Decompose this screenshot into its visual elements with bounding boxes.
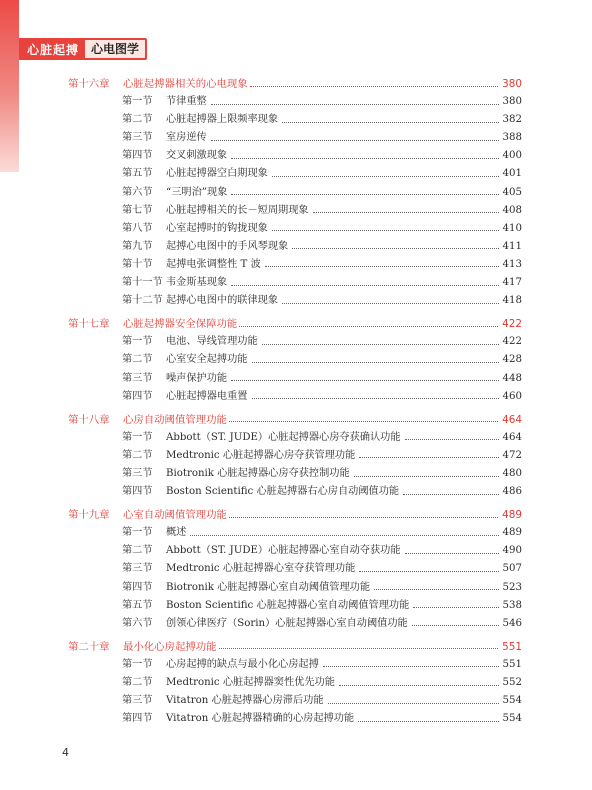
dot-leader [412, 625, 499, 626]
entry-page: 417 [502, 277, 522, 289]
dot-leader [405, 439, 499, 440]
toc-section-row[interactable] [68, 220, 522, 238]
entry-label: 第二十章 [68, 640, 110, 653]
entry-page: 489 [502, 509, 522, 522]
entry-title: “三明治”现象 [166, 186, 228, 198]
entry-page: 552 [502, 677, 522, 688]
toc-section-row[interactable] [68, 674, 522, 692]
dot-leader [265, 266, 499, 267]
toc-chapter-row[interactable] [68, 315, 522, 333]
toc-section-row[interactable] [68, 129, 522, 147]
entry-title: 起搏心电图中的联律现象 [166, 295, 279, 307]
dot-leader [229, 517, 498, 518]
toc-section-row[interactable] [68, 93, 522, 111]
dot-leader [405, 553, 499, 554]
book-brand: 心脏起搏 [27, 42, 80, 57]
entry-page: 380 [502, 96, 522, 108]
entry-page: 448 [502, 372, 522, 384]
entry-title: 心脏起搏相关的长－短周期现象 [166, 204, 309, 216]
decorative-side-band [0, 0, 19, 172]
entry-title: Boston Scientific 心脏起搏器心室自动阈值管理功能 [166, 599, 410, 611]
entry-title: 交叉刺激现象 [166, 150, 228, 162]
entry-page: 490 [502, 545, 522, 557]
toc-section-row[interactable] [68, 274, 522, 292]
entry-label: 第十一节 [122, 277, 163, 289]
entry-label: 第六节 [122, 186, 153, 198]
toc-section-row[interactable] [68, 579, 522, 597]
toc-section-row[interactable] [68, 560, 522, 578]
toc-section-row[interactable] [68, 111, 522, 129]
dot-leader [403, 494, 498, 495]
toc-section-row[interactable] [68, 710, 522, 728]
dot-leader [239, 326, 498, 327]
entry-label: 第三节 [122, 132, 153, 144]
entry-title: Boston Scientific 心脏起搏器右心房自动阈值功能 [166, 486, 400, 498]
entry-title: Biotronik 心脏起搏器心房夺获控制功能 [166, 467, 350, 479]
dot-leader [359, 571, 498, 572]
entry-page: 480 [502, 467, 522, 479]
dot-leader [231, 158, 498, 159]
toc-section-row[interactable] [68, 370, 522, 388]
entry-title: 心室安全起搏功能 [166, 354, 248, 366]
toc-chapter-row[interactable] [68, 506, 522, 524]
entry-label: 第三节 [122, 372, 153, 384]
entry-label: 第一节 [122, 431, 153, 443]
entry-label: 第十七章 [68, 318, 110, 331]
dot-leader [292, 248, 498, 249]
entry-page: 486 [502, 486, 522, 498]
dot-leader [250, 86, 498, 87]
dot-leader [374, 589, 499, 590]
toc-section-row[interactable] [68, 292, 522, 310]
toc-section-row[interactable] [68, 351, 522, 369]
entry-label: 第九节 [122, 240, 153, 252]
entry-title: 电池、导线管理功能 [166, 336, 258, 348]
entry-page: 400 [502, 150, 522, 162]
entry-title: 心房自动阈值管理功能 [123, 413, 227, 426]
toc-section-row[interactable] [68, 147, 522, 165]
entry-title: Medtronic 心脏起搏器心房夺获管理功能 [166, 449, 356, 461]
toc-section-row[interactable] [68, 483, 522, 501]
toc-section-row[interactable] [68, 165, 522, 183]
entry-page: 428 [502, 354, 522, 366]
entry-page: 538 [502, 599, 522, 611]
entry-title: 心室起搏时的钩拢现象 [166, 222, 268, 234]
dot-leader [231, 380, 498, 381]
entry-label: 第六节 [122, 617, 153, 629]
dot-leader [219, 648, 499, 649]
entry-label: 第一节 [122, 96, 153, 108]
toc-section-row[interactable] [68, 615, 522, 633]
entry-page: 523 [502, 581, 522, 593]
entry-title: Medtronic 心脏起搏器窦性优先功能 [166, 677, 335, 688]
running-header [19, 38, 147, 60]
toc-section-row[interactable] [68, 656, 522, 674]
entry-page: 380 [502, 78, 522, 90]
entry-title: Vitatron 心脏起搏器心房滞后功能 [166, 695, 324, 707]
entry-label: 第三节 [122, 695, 153, 707]
toc-section-row[interactable] [68, 524, 522, 542]
entry-label: 第二节 [122, 449, 153, 461]
entry-label: 第二节 [122, 354, 153, 366]
entry-title: 节律重整 [166, 96, 207, 108]
toc-section-row[interactable] [68, 184, 522, 202]
dot-leader [282, 122, 498, 123]
entry-page: 413 [502, 258, 522, 270]
entry-page: 546 [502, 617, 522, 629]
toc-chapter-row[interactable] [68, 411, 522, 429]
entry-label: 第一节 [122, 658, 153, 670]
entry-label: 第一节 [122, 336, 153, 348]
toc-section-row[interactable] [68, 429, 522, 447]
entry-page: 410 [502, 222, 522, 234]
entry-label: 第三节 [122, 563, 153, 575]
entry-title: 室房逆传 [166, 132, 207, 144]
entry-label: 第八节 [122, 222, 153, 234]
dot-leader [252, 362, 499, 363]
toc-section-row[interactable] [68, 692, 522, 710]
entry-title: 创领心律医疗（Sorin）心脏起搏器心室自动阈值功能 [166, 617, 408, 629]
entry-page: 405 [502, 186, 522, 198]
entry-title: 心脏起搏器空白期现象 [166, 168, 268, 180]
entry-label: 第二节 [122, 114, 153, 126]
dot-leader [262, 344, 499, 345]
entry-page: 422 [502, 318, 522, 331]
toc-chapter-row[interactable] [68, 638, 522, 656]
toc-section-row[interactable] [68, 202, 522, 220]
dot-leader [211, 140, 499, 141]
entry-title: 心脏起搏器电重置 [166, 390, 248, 402]
entry-label: 第二节 [122, 677, 153, 688]
dot-leader [282, 303, 498, 304]
table-of-contents [68, 75, 522, 728]
entry-title: 心脏起搏器安全保障功能 [123, 318, 238, 331]
entry-page: 388 [502, 132, 522, 144]
entry-label: 第三节 [122, 467, 153, 479]
dot-leader [272, 176, 499, 177]
page-number: 4 [62, 746, 69, 759]
toc-section-row[interactable] [68, 256, 522, 274]
dot-leader [359, 457, 498, 458]
entry-label: 第五节 [122, 168, 153, 180]
dot-leader [252, 398, 499, 399]
entry-title: 韦金斯基现象 [166, 277, 228, 289]
entry-page: 382 [502, 114, 522, 126]
entry-title: 心室自动阈值管理功能 [123, 509, 227, 522]
entry-label: 第十二节 [122, 295, 163, 307]
entry-title: 最小化心房起搏功能 [123, 640, 217, 653]
entry-title: 心房起搏的缺点与最小化心房起搏 [166, 658, 319, 670]
entry-title: 噪声保护功能 [166, 372, 228, 384]
toc-section-row[interactable] [68, 333, 522, 351]
entry-label: 第四节 [122, 713, 153, 725]
entry-label: 第十八章 [68, 413, 110, 426]
entry-label: 第四节 [122, 390, 153, 402]
entry-page: 554 [502, 713, 522, 725]
toc-section-row[interactable] [68, 388, 522, 406]
dot-leader [211, 104, 499, 105]
entry-label: 第四节 [122, 486, 153, 498]
entry-page: 551 [502, 640, 522, 653]
entry-label: 第十九章 [68, 509, 110, 522]
entry-title: 起搏电张调整性 T 波 [166, 258, 261, 270]
entry-page: 422 [502, 336, 522, 348]
entry-page: 464 [502, 431, 522, 443]
toc-section-row[interactable] [68, 465, 522, 483]
entry-page: 507 [502, 563, 522, 575]
entry-title: Vitatron 心脏起搏器精确的心房起搏功能 [166, 713, 355, 725]
dot-leader [272, 230, 499, 231]
entry-title: 心脏起搏器上限频率现象 [166, 114, 279, 126]
entry-title: 概述 [166, 527, 187, 539]
dot-leader [323, 666, 499, 667]
entry-page: 401 [502, 168, 522, 180]
entry-label: 第四节 [122, 150, 153, 162]
entry-title: 起搏心电图中的手风琴现象 [166, 240, 289, 252]
entry-page: 472 [502, 449, 522, 461]
entry-page: 554 [502, 695, 522, 707]
entry-label: 第七节 [122, 204, 153, 216]
toc-section-row[interactable] [68, 542, 522, 560]
entry-title: Biotronik 心脏起搏器心室自动阈值管理功能 [166, 581, 371, 593]
entry-title: Medtronic 心脏起搏器心室夺获管理功能 [166, 563, 356, 575]
entry-label: 第十六章 [68, 78, 110, 90]
dot-leader [358, 721, 498, 722]
entry-title: 心脏起搏器相关的心电现象 [123, 78, 248, 90]
dot-leader [339, 685, 499, 686]
dot-leader [190, 535, 498, 536]
toc-section-row[interactable] [68, 447, 522, 465]
entry-page: 411 [502, 240, 522, 252]
entry-label: 第四节 [122, 581, 153, 593]
entry-page: 464 [502, 413, 522, 426]
toc-section-row[interactable] [68, 597, 522, 615]
entry-label: 第二节 [122, 545, 153, 557]
entry-title: Abbott（ST. JUDE）心脏起搏器心房夺获确认功能 [166, 431, 401, 443]
toc-chapter-row[interactable] [68, 75, 522, 93]
dot-leader [413, 607, 498, 608]
dot-leader [328, 703, 499, 704]
entry-page: 408 [502, 204, 522, 216]
dot-leader [231, 194, 498, 195]
book-subtitle: 心电图学 [85, 40, 145, 58]
entry-label: 第一节 [122, 527, 153, 539]
dot-leader [231, 285, 498, 286]
entry-label: 第五节 [122, 599, 153, 611]
dot-leader [354, 476, 499, 477]
toc-section-row[interactable] [68, 238, 522, 256]
entry-page: 551 [502, 658, 522, 670]
entry-title: Abbott（ST. JUDE）心脏起搏器心室自动夺获功能 [166, 545, 401, 557]
entry-page: 489 [502, 527, 522, 539]
entry-label: 第十节 [122, 258, 153, 270]
dot-leader [229, 421, 498, 422]
dot-leader [313, 212, 499, 213]
entry-page: 460 [502, 390, 522, 402]
entry-page: 418 [502, 295, 522, 307]
